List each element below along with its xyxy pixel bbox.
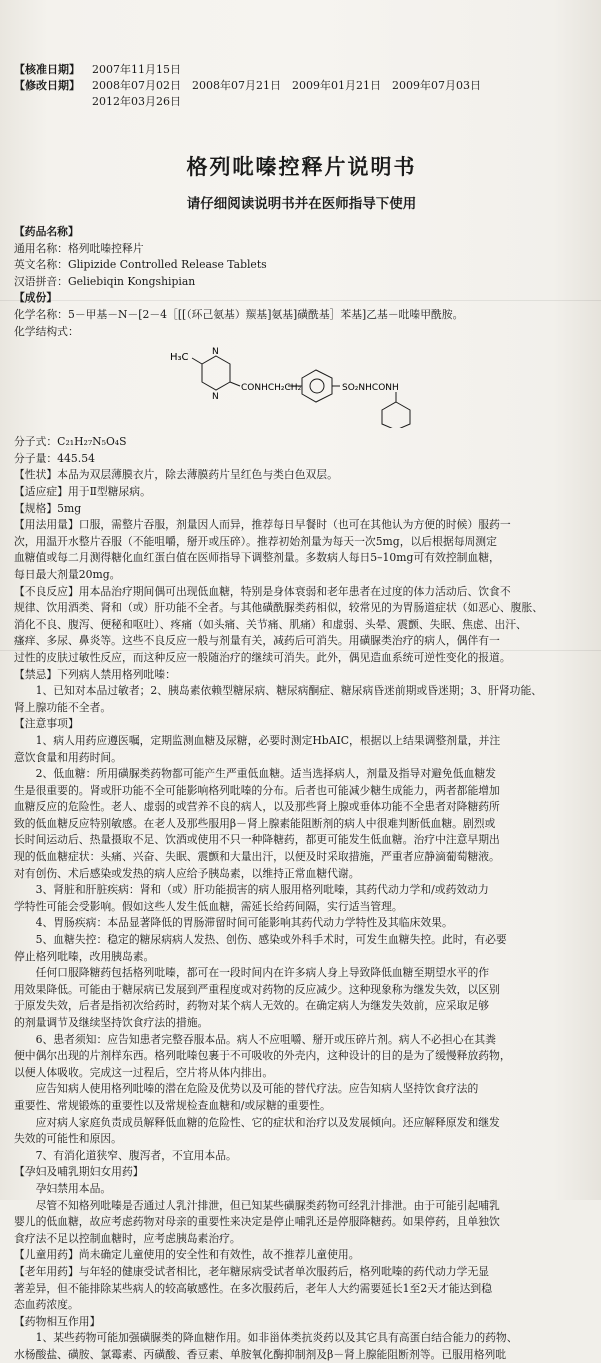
text-line: 3、肾脏和肝脏疾病：肾和（或）肝功能损害的病人服用格列吡嗪，其药代动力学和/或药效动力: [14, 883, 489, 897]
text-line: 【老年用药】与年轻的健康受试者相比，老年糖尿病受试者单次服药后，格列吡嗪的药代动力学无显: [14, 1264, 490, 1278]
text-line: 以便人体吸收。完成这一过程后，空片将从体内排出。: [14, 1065, 274, 1079]
structure-label: 化学结构式：: [14, 324, 79, 338]
leaflet-body: [14, 467, 589, 1363]
cyclohexyl-ring: [382, 402, 410, 428]
fold-line: [0, 300, 601, 301]
revision-date-row: [14, 78, 589, 94]
text-line: 血糖值或每二月测得糖化血红蛋白值在医师指导下调整剂量。多数病人每日5–10mg可有效控制血糖，: [14, 551, 500, 565]
text-line: 【儿童用药】尚未确定儿童使用的安全性和有效性，故不推荐儿童使用。: [14, 1248, 360, 1262]
text-line: 应对病人家庭负责成员解释低血糖的危险性、它的症状和治疗以及发展倾向。还应解释原发和继发: [14, 1115, 500, 1129]
pyrazine-n-label: N: [212, 347, 219, 358]
text-line: 【适应症】用于Ⅱ型糖尿病。: [14, 485, 151, 498]
text-line: 1、病人用药应遵医嘱，定期监测血糖及尿糖，必要时测定HbAIC，根据以上结果调整剂量，并注: [14, 733, 501, 747]
text-line: 【孕妇及哺乳期妇女用药】: [14, 1165, 144, 1179]
methyl-label: H₃C: [170, 352, 189, 364]
text-line: 食疗法不足以控制血糖时，应考虑胰岛素治疗。: [14, 1231, 241, 1245]
text-line: 尽管不知格列吡嗪是否通过人乳汁排泄，但已知某些磺脲类药物可经乳汁排泄。由于可能引起哺乳: [14, 1198, 500, 1212]
molecular-weight: 分子量：445.54: [14, 451, 95, 465]
text-line: 孕妇禁用本品。: [14, 1181, 112, 1195]
revision-date: 2009年01月21日: [292, 79, 381, 92]
text-line: 消化不良、腹泻、便秘和呕吐）、疼痛（如头痛、关节痛、肌痛）和虚弱、头晕、震颤、失眠、焦虑、出汗、: [14, 617, 527, 631]
benzene-ring: [302, 370, 332, 402]
amide-bond: [230, 382, 240, 386]
text-line: 血糖反应的危险性。老人、虚弱的或营养不良的病人，以及那些肾上腺或垂体功能不全患者对降糖药所: [14, 800, 500, 814]
english-name: 英文名称：Glipizide Controlled Release Tablets: [14, 258, 267, 272]
text-line: 著差异，但不能排除某些病人的较高敏感性。在多次服药后，老年人大约需要延长1至2天才能达到稳: [14, 1281, 493, 1295]
text-line: 1、某些药物可能加强磺脲类的降血糖作用。如非甾体类抗炎药以及其它具有高蛋白结合能力的药物、: [14, 1331, 518, 1345]
text-line: 过性的皮肤过敏性反应，而这种反应一般随治疗的继续可消失。此外，偶见造血系统可逆性变化的报道。: [14, 650, 511, 664]
text-line: 【药物相互作用】: [14, 1314, 101, 1328]
revision-date: 2008年07月21日: [192, 79, 281, 92]
document-title: 格列吡嗪控释片说明书: [186, 155, 417, 179]
text-line: 学特性可能会受影响。假如这些人发生低血糖，需延长给药间隔，实行适当管理。: [14, 899, 403, 913]
text-line: 【规格】5mg: [14, 501, 82, 515]
text-line: 意饮食量和用药时间。: [14, 750, 122, 764]
text-line: 2、低血糖：所用磺脲类药物都可能产生严重低血糖。适当选择病人，剂量及指导对避免低血糖发: [14, 767, 496, 781]
chemical-structure: [14, 342, 589, 428]
revision-date-row: [14, 94, 589, 110]
text-line: 现的低血糖症状：头痛、兴奋、失眠、震颤和大量出汗，以便及时采取措施，严重者应静滴葡萄糖液。: [14, 850, 500, 864]
text-line: 次，用温开水整片吞服（不能咀嚼，掰开或压碎）。推荐初始剂量为每天一次5mg，以后根据每周测定: [14, 534, 497, 548]
text-line: 【注意事项】: [14, 717, 79, 731]
fold-line: [0, 650, 601, 651]
text-line: 任何口服降糖药包括格列吡嗪，都可在一段时间内在许多病人身上导致降低血糖至期望水平的作: [14, 966, 490, 980]
text-line: 应告知病人使用格列吡嗪的潜在危险及优势以及可能的替代疗法。应告知病人坚持饮食疗法的: [14, 1082, 479, 1096]
amide-label: CONHCH₂CH₂: [241, 383, 302, 394]
text-line: 每日最大剂量20mg。: [14, 567, 121, 581]
text-line: 失效的可能性和原因。: [14, 1132, 122, 1146]
text-line: 肾上腺功能不全者。: [14, 700, 112, 714]
text-line: 【不良反应】用本品治疗期间偶可出现低血糖，特别是身体衰弱和老年患者在过度的体力活动后、饮食不: [14, 584, 511, 598]
text-line: 规律、饮用酒类、肾和（或）肝功能不全者。与其他磺酰脲类药相似，较常见的为胃肠道症状（如恶心、腹胀、: [14, 601, 544, 615]
text-line: 于原发失效，后者是指初次给药时，药物对某个病人无效的。在确定病人为继发失效前，应采取足够: [14, 999, 490, 1013]
pinyin-name: 汉语拼音：Geliebiqin Kongshipian: [14, 274, 196, 288]
text-line: 长时间运动后、热量摄取不足、饮酒或使用不只一种降糖药，都更可能发生低血糖。治疗中注意早期出: [14, 833, 500, 847]
composition-heading: 【成份】: [14, 291, 58, 305]
structure-diagram: [164, 342, 464, 428]
document-subtitle: 请仔细阅读说明书并在医师指导下使用: [186, 196, 417, 213]
text-line: 【用法用量】口服，需整片吞服，剂量因人而异，推荐每日早餐时（也可在其他认为方便的时候）服药一: [14, 518, 511, 532]
text-line: 用效果降低。可能由于糖尿病已发展到严重程度或对药物的反应减少。这种现象称为继发失效，以区别: [14, 982, 500, 996]
generic-name: 通用名称：格列吡嗪控释片: [14, 241, 144, 255]
text-line: 【禁忌】下列病人禁用格列吡嗪：: [14, 667, 176, 681]
approval-date: 2007年11月15日: [92, 63, 181, 76]
text-line: 1、已知对本品过敏者；2、胰岛素依赖型糖尿病、糖尿病酮症、糖尿病昏迷前期或昏迷期；3、肝肾功能、: [14, 684, 543, 698]
revision-date: 2012年03月26日: [92, 95, 181, 108]
text-line: 6、患者须知：应告知患者完整吞服本品。病人不应咀嚼、掰开或压碎片剂。病人不必担心在其粪: [14, 1032, 496, 1046]
text-line: 致的低血糖反应特别敏感。在老人及那些服用β－肾上腺素能阻断剂的病人中很难判断低血糖。剧烈或: [14, 816, 496, 830]
approval-label: 【核准日期】: [14, 63, 80, 76]
text-line: 对有创伤、术后感染或发热的病人应给予胰岛素，以维持正常血糖代谢。: [14, 866, 360, 880]
drug-name-heading: 【药品名称】: [14, 225, 79, 239]
revision-date: 2009年07月03日: [392, 79, 481, 92]
methyl-bond: [192, 358, 202, 364]
revision-date: 2008年07月02日: [92, 79, 181, 92]
date-block: [14, 62, 589, 110]
text-line: 态血药浓度。: [14, 1298, 79, 1312]
chemical-name: 化学名称：5－甲基－N－[2－4［[[（环己氨基）羰基]氨基]磺酰基］苯基]乙基－吡嗪甲酰胺。: [14, 308, 464, 322]
approval-date-row: [14, 62, 589, 78]
text-line: 5、血糖失控：稳定的糖尿病病人发热、创伤、感染或外科手术时，可发生血糖失控。此时，有必要: [14, 933, 507, 947]
molecular-formula: 分子式：C₂₁H₂₇N₅O₄S: [14, 435, 127, 449]
sulfonyl-label: SO₂NHCONH: [342, 383, 399, 394]
pyrazine-ring: [202, 356, 230, 390]
text-line: 停止格列吡嗪，改用胰岛素。: [14, 949, 155, 963]
revision-label: 【修改日期】: [14, 79, 80, 92]
text-line: 4、胃肠疾病：本品显著降低的胃肠滞留时间可能影响其药代动力学特性及其临床效果。: [14, 916, 453, 930]
text-line: 生是很重要的。肾或肝功能不全可能影响格列吡嗪的分布。后者也可能减少糖生成能力，两者都能增加: [14, 783, 500, 797]
text-line: 瘙痒、多尿、鼻炎等。这些不良反应一般与剂量有关，减药后可消失。用磺脲类治疗的病人，偶伴有一: [14, 634, 500, 648]
text-line: 的剂量调节及继续坚持饮食疗法的措施。: [14, 1016, 209, 1029]
text-line: 婴儿的低血糖，故应考虑药物对母亲的重要性来决定是停止哺乳还是停服降糖药。如果停药，且单独饮: [14, 1215, 500, 1229]
text-line: 便中偶尔出现的片剂样东西。格列吡嗪包裹于不可吸收的外壳内，这种设计的目的是为了缓慢释放药物，: [14, 1049, 511, 1063]
pyrazine-n-label: N: [212, 392, 219, 403]
text-line: 重要性、常规锻炼的重要性以及常规检查血糖和/或尿糖的重要性。: [14, 1098, 331, 1112]
text-line: 水杨酸盐、磺胺、氯霉素、丙磺酸、香豆素、单胺氧化酶抑制剂及β－肾上腺能阻断剂等。已服用格列吡: [14, 1347, 507, 1361]
text-line: 7、有消化道狭窄、腹泻者，不宜用本品。: [14, 1148, 237, 1162]
text-line: 【性状】本品为双层薄膜衣片，除去薄膜药片呈红色与类白色双层。: [14, 468, 338, 482]
